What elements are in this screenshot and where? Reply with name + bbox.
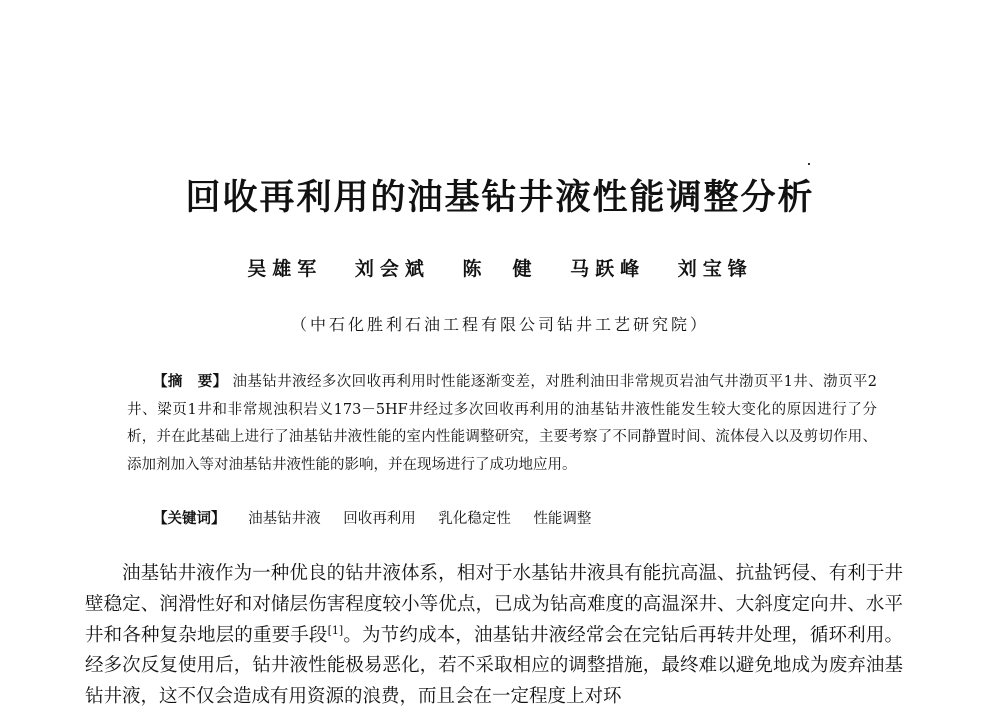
keyword: 性能调整 <box>533 511 592 527</box>
citation-ref[interactable]: [1] <box>327 623 344 637</box>
author-name: 陈 健 <box>462 258 538 280</box>
body-text-continued: 。为节约成本，油基钻井液经常会在完钻后再转井处理，循环利用。经多次反复使用后，钻井液性能极易恶化，若不采取相应的调整措施，最终难以避免地成为废弃油基钻井液，这不仅会造成有用资源的浪费，而且会在一定程度上对环 <box>85 624 903 708</box>
keyword: 回收再利用 <box>343 511 416 527</box>
abstract-text: 油基钻井液经多次回收再利用时性能逐渐变差，对胜利油田非常规页岩油气井渤页平1井、渤页平2井、梁页1井和非常规浊积岩义173－5HF井经过多次回收再利用的油基钻井液性能发生较大变化的原因进行了分析，并在此基础上进行了油基钻井液性能的室内性能调整研究，主要考察了不同静置时间、流体侵入以及剪切作用、添加剂加入等对油基钻井液性能的影响，并在现场进行了成功地应用。 <box>127 374 878 473</box>
body-text: 油基钻井液作为一种优良的钻井液体系，相对于水基钻井液具有能抗高温、抗盐钙侵、有利于井壁稳定、润滑性好和对储层伤害程度较小等优点，已成为钻高难度的高温深井、大斜度定向井、水平井和各种复杂地层的重要手段 <box>85 563 903 646</box>
author-name: 刘宝锋 <box>677 258 753 280</box>
author-name: 吴雄军 <box>247 258 323 280</box>
body-paragraph <box>85 559 903 713</box>
author-list <box>0 254 1000 281</box>
keyword: 乳化稳定性 <box>438 511 511 527</box>
abstract-label: 【摘 要】 <box>153 374 228 390</box>
keywords-label: 【关键词】 <box>153 511 226 527</box>
keyword: 油基钻井液 <box>248 511 321 527</box>
author-name: 刘会斌 <box>354 258 430 280</box>
author-name: 马跃峰 <box>570 258 646 280</box>
affiliation: （中石化胜利石油工程有限公司钻井工艺研究院） <box>290 315 709 334</box>
abstract <box>127 369 877 479</box>
paper-title: 回收再利用的油基钻井液性能调整分析 <box>185 178 815 218</box>
keywords <box>153 506 873 533</box>
scan-speck <box>808 163 810 165</box>
